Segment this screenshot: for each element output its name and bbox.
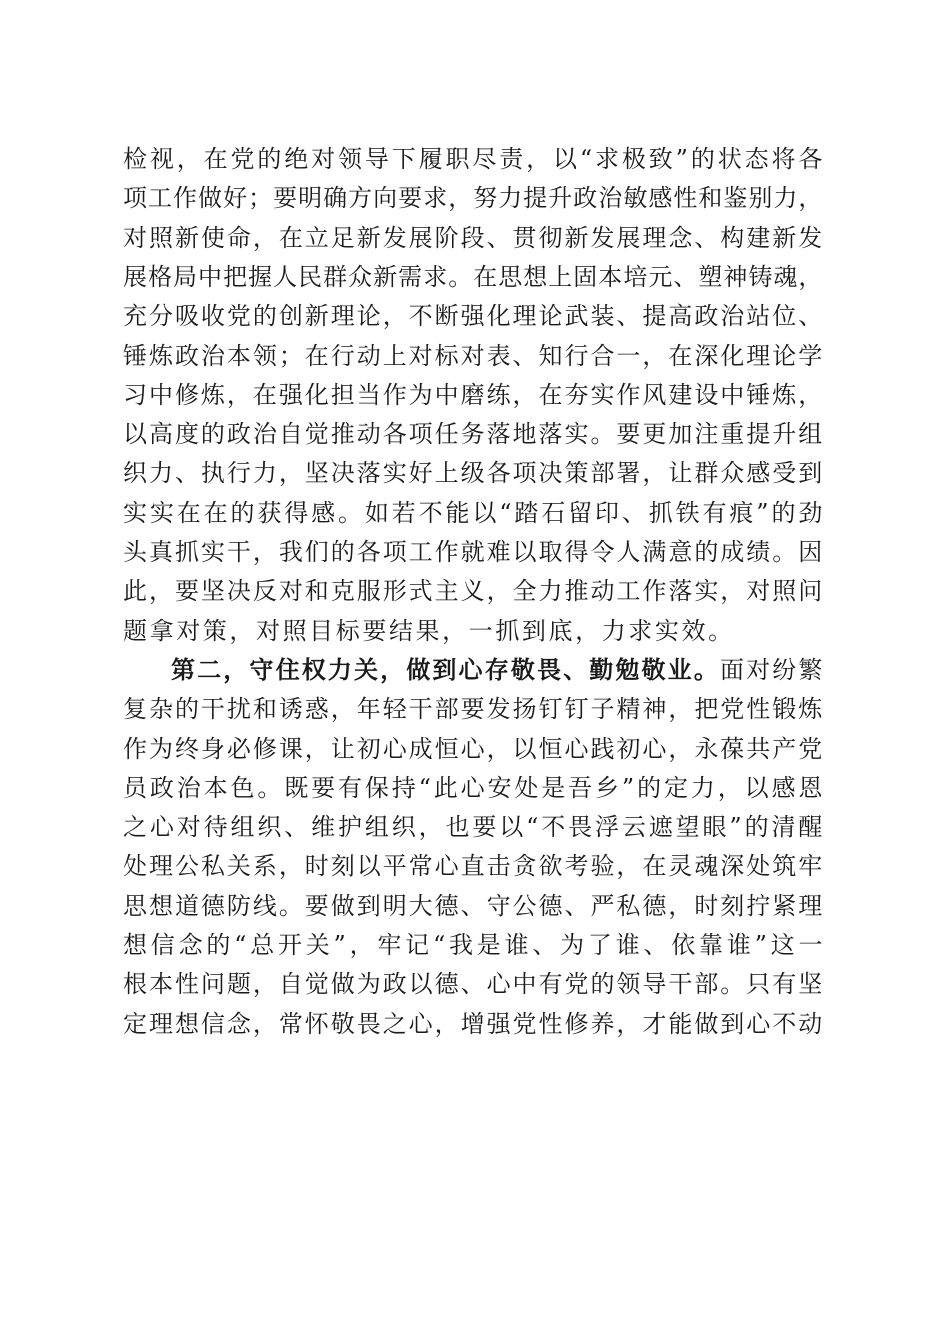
text-line: 以 高 度 的 政 治 自 觉 推 动 各 项 任 务 落 地 落 实 。 要 更 加 注 重 提 升 组: [123, 420, 823, 449]
text-line: 第 二 ， 守 住 权 力 关 ， 做 到 心 存 敬 畏 、 勤 勉 敬 业 。 面 对 纷 繁: [171, 654, 823, 684]
text-line: 项 工 作 做 好 ； 要 明 确 方 向 要 求 ， 努 力 提 升 政 治 敏 感 性 和 鉴 别 力 ，: [123, 184, 823, 213]
text-line: 定 理 想 信 念 ， 常 怀 敬 畏 之 心 ， 增 强 党 性 修 养 ， 才 能 做 到 心 不 动: [123, 1009, 823, 1038]
text-line: 思 想 道 德 防 线 。 要 做 到 明 大 德 、 守 公 德 、 严 私 德 ， 时 刻 拧 紧 理: [123, 891, 823, 920]
text-line: 织 力 、 执 行 力 ， 坚 决 落 实 好 上 级 各 项 决 策 部 署 ， 让 群 众 感 受 到: [123, 459, 823, 488]
text-line: 作 为 终 身 必 修 课 ， 让 初 心 成 恒 心 ， 以 恒 心 践 初 心 ， 永 葆 共 产 党: [123, 734, 823, 763]
text-line: 题 拿 对 策 ， 对 照 目 标 要 结 果 ， 一 抓 到 底 ， 力 求 实 效 。: [123, 616, 733, 645]
text-line: 实 实 在 在 的 获 得 感 。 如 若 不 能 以 “ 踏 石 留 印 、 抓 铁 有 痕 ” 的 劲: [123, 498, 823, 527]
text-line: 处 理 公 私 关 系 ， 时 刻 以 平 常 心 直 击 贪 欲 考 验 ， 在 灵 魂 深 处 筑 牢: [123, 852, 823, 881]
text-line: 想 信 念 的 “ 总 开 关 ” ， 牢 记 “ 我 是 谁 、 为 了 谁 、 依 靠 谁 ” 这 一: [123, 931, 823, 959]
text-line: 头 真 抓 实 干 ， 我 们 的 各 项 工 作 就 难 以 取 得 令 人 满 意 的 成 绩 。 因: [123, 538, 823, 566]
text-line: 充 分 吸 收 党 的 创 新 理 论 ， 不 断 强 化 理 论 武 装 、 提 高 政 治 站 位 、: [123, 302, 823, 331]
text-line: 此 ， 要 坚 决 反 对 和 克 服 形 式 主 义 ， 全 力 推 动 工 作 落 实 ， 对 照 问: [123, 577, 823, 606]
text-line: 展 格 局 中 把 握 人 民 群 众 新 需 求 。 在 思 想 上 固 本 培 元 、 塑 神 铸 魂 ，: [123, 262, 823, 291]
text-line: 之 心 对 待 组 织 、 维 护 组 织 ， 也 要 以 “ 不 畏 浮 云 遮 望 眼 ” 的 清 醒: [123, 813, 823, 842]
text-line: 检 视 ， 在 党 的 绝 对 领 导 下 履 职 尽 责 ， 以 “ 求 极 致 ” 的 状 态 将 各: [123, 145, 823, 173]
text-line: 复 杂 的 干 扰 和 诱 惑 ， 年 轻 干 部 要 发 扬 钉 钉 子 精 神 ， 把 党 性 锻 炼: [123, 695, 823, 724]
text-line: 员 政 治 本 色 。 既 要 有 保 持 “ 此 心 安 处 是 吾 乡 ” 的 定 力 ， 以 感 恩: [123, 773, 823, 802]
text-line: 锤 炼 政 治 本 领 ； 在 行 动 上 对 标 对 表 、 知 行 合 一 ， 在 深 化 理 论 学: [123, 341, 823, 370]
text-line: 习 中 修 炼 ， 在 强 化 担 当 作 为 中 磨 练 ， 在 夯 实 作 风 建 设 中 锤 炼 ，: [123, 380, 823, 409]
text-line: 对 照 新 使 命 ， 在 立 足 新 发 展 阶 段 、 贯 彻 新 发 展 理 念 、 构 建 新 发: [123, 223, 823, 252]
text-line: 根 本 性 问 题 ， 自 觉 做 为 政 以 德 、 心 中 有 党 的 领 导 干 部 。 只 有 坚: [123, 970, 823, 999]
